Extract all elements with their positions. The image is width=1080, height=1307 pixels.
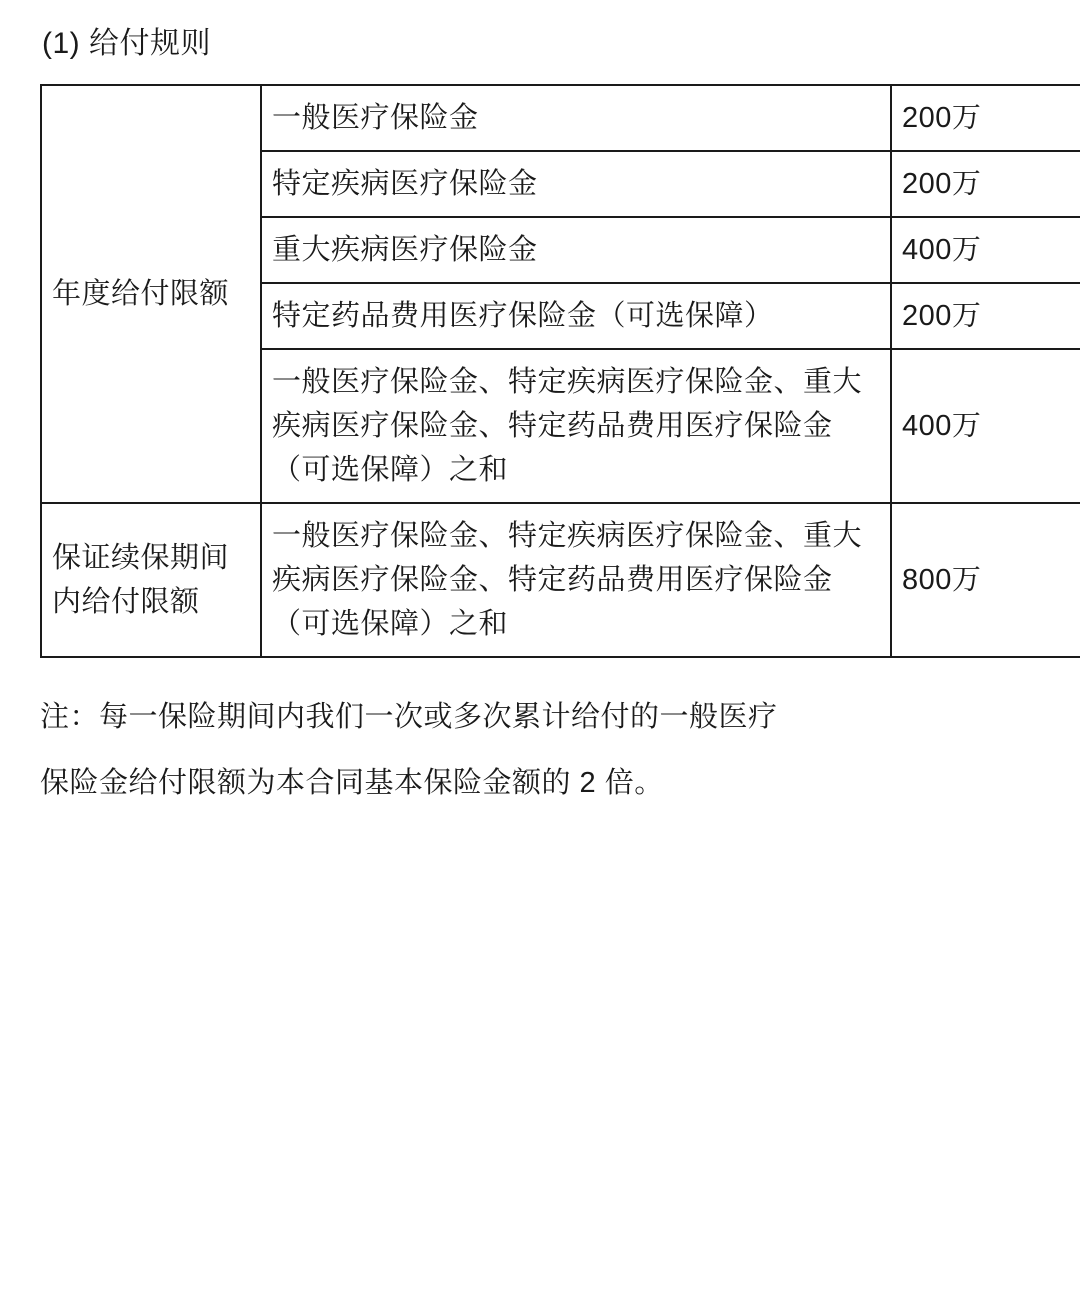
row-item: 特定疾病医疗保险金	[261, 151, 891, 217]
row-item: 一般医疗保险金、特定疾病医疗保险金、重大疾病医疗保险金、特定药品费用医疗保险金（可选保障）之和	[261, 503, 891, 657]
benefit-rules-table	[40, 84, 1080, 658]
row-amount: 200万	[891, 283, 1080, 349]
row-amount: 400万	[891, 217, 1080, 283]
row-item: 重大疾病医疗保险金	[261, 217, 891, 283]
row-amount: 800万	[891, 503, 1080, 657]
table-note-line-1: 注：每一保险期间内我们一次或多次累计给付的一般医疗	[40, 701, 778, 733]
table-note-line-2: 保险金给付限额为本合同基本保险金额的 2 倍。	[40, 767, 664, 799]
row-category-annual-limit: 年度给付限额	[41, 85, 261, 503]
row-item: 一般医疗保险金	[261, 85, 891, 151]
table-row	[41, 85, 1080, 151]
row-item: 一般医疗保险金、特定疾病医疗保险金、重大疾病医疗保险金、特定药品费用医疗保险金（可选保障）之和	[261, 349, 891, 503]
page-title: (1) 给付规则	[42, 27, 211, 60]
row-amount: 200万	[891, 151, 1080, 217]
row-item: 特定药品费用医疗保险金（可选保障）	[261, 283, 891, 349]
row-category-guaranteed-renewal-limit: 保证续保期间内给付限额	[41, 503, 261, 657]
table-note	[40, 684, 1040, 816]
table-row	[41, 503, 1080, 657]
row-amount: 200万	[891, 85, 1080, 151]
row-amount: 400万	[891, 349, 1080, 503]
